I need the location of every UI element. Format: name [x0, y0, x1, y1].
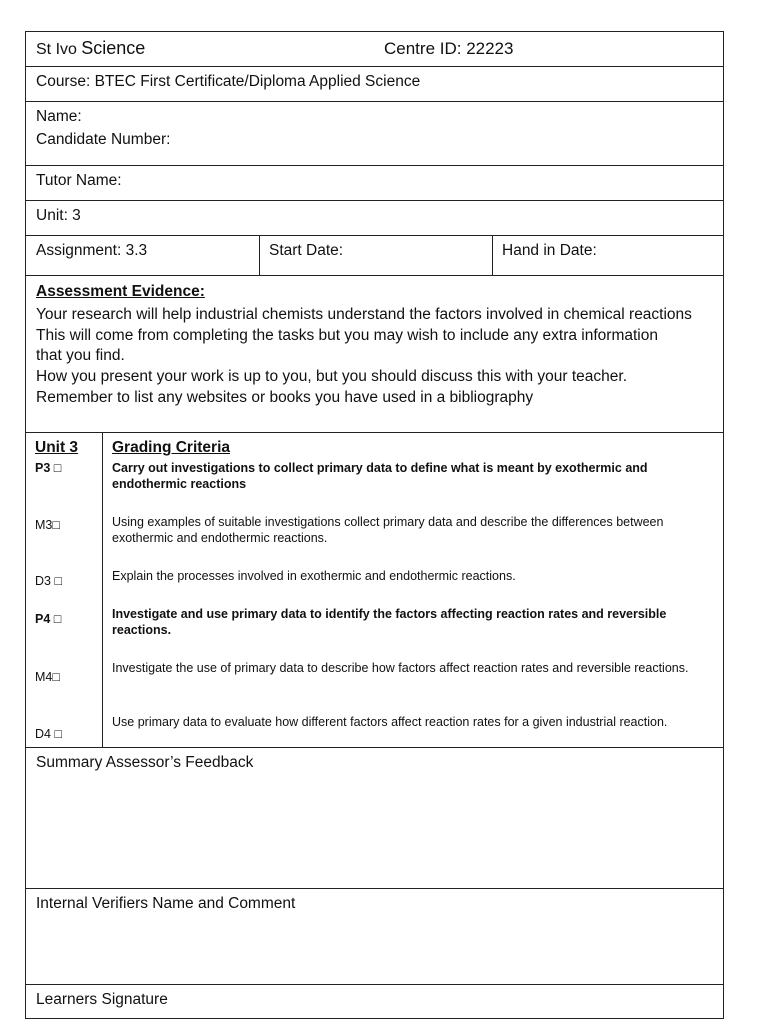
- tutor-name-label: Tutor Name:: [36, 172, 122, 189]
- criterion-code-d3: D3 □: [35, 574, 63, 588]
- candidate-number-label: Candidate Number:: [36, 131, 171, 148]
- evidence-heading: Assessment Evidence:: [36, 283, 205, 300]
- header-row: [26, 32, 723, 67]
- criterion-text-p3: Carry out investigations to collect primary data to define what is meant by exothermic and endothermic reactions: [112, 461, 648, 491]
- learner-signature-label: Learners Signature: [36, 991, 168, 1008]
- name-label: Name:: [36, 108, 82, 125]
- school-word: Science: [81, 38, 146, 58]
- criterion-code-m4: M4□: [35, 670, 60, 684]
- evidence-paragraph: This will come from completing the tasks but you may wish to include any extra information that you find.: [36, 327, 658, 364]
- grading-criteria-table: [26, 433, 723, 748]
- assignment-divider: [259, 236, 260, 275]
- school-name: [36, 39, 145, 59]
- evidence-paragraph: Remember to list any websites or books you have used in a bibliography: [36, 389, 534, 406]
- assignment-label: Assignment: 3.3: [36, 242, 148, 259]
- assessor-feedback-box[interactable]: [26, 748, 723, 889]
- criteria-divider: [102, 433, 103, 747]
- internal-verifier-box[interactable]: [26, 889, 723, 985]
- criterion-text-d3: Explain the processes involved in exothermic and endothermic reactions.: [112, 569, 516, 583]
- school-prefix: St Ivo: [36, 41, 77, 58]
- unit-heading: Unit 3: [35, 439, 79, 456]
- learner-signature-box[interactable]: [26, 985, 723, 1018]
- course-label: Course: BTEC First Certificate/Diploma Applied Science: [36, 73, 421, 90]
- criterion-text-m4: Investigate the use of primary data to describe how factors affect reaction rates and reversible reactions.: [112, 661, 689, 675]
- assignment-form: [25, 31, 724, 1019]
- unit-row: [26, 201, 723, 236]
- course-row: [26, 67, 723, 102]
- assessor-feedback-label: Summary Assessor’s Feedback: [36, 754, 254, 771]
- evidence-paragraph: Your research will help industrial chemists understand the factors involved in chemical reactions: [36, 306, 692, 323]
- start-date-label: Start Date:: [269, 242, 344, 259]
- assessment-evidence: [26, 276, 723, 433]
- criterion-text-m3: Using examples of suitable investigations collect primary data and describe the differences between exothermic and endothermic reactions.: [112, 515, 664, 545]
- name-row: [26, 102, 723, 166]
- assignment-divider: [492, 236, 493, 275]
- grading-criteria-heading: Grading Criteria: [112, 439, 230, 456]
- internal-verifier-label: Internal Verifiers Name and Comment: [36, 895, 296, 912]
- centre-id: Centre ID: 22223: [384, 39, 514, 58]
- assignment-row: [26, 236, 723, 276]
- evidence-paragraph: How you present your work is up to you, but you should discuss this with your teacher.: [36, 368, 628, 385]
- tutor-row: [26, 166, 723, 201]
- criterion-code-p3: P3 □: [35, 461, 62, 475]
- criterion-text-d4: Use primary data to evaluate how different factors affect reaction rates for a given industrial reaction.: [112, 715, 668, 729]
- criterion-text-p4: Investigate and use primary data to identify the factors affecting reaction rates and reversible reactions.: [112, 607, 667, 637]
- criterion-code-d4: D4 □: [35, 727, 63, 741]
- criterion-code-m3: M3□: [35, 518, 60, 532]
- criterion-code-p4: P4 □: [35, 612, 62, 626]
- hand-in-date-label: Hand in Date:: [502, 242, 597, 259]
- unit-label: Unit: 3: [36, 207, 81, 224]
